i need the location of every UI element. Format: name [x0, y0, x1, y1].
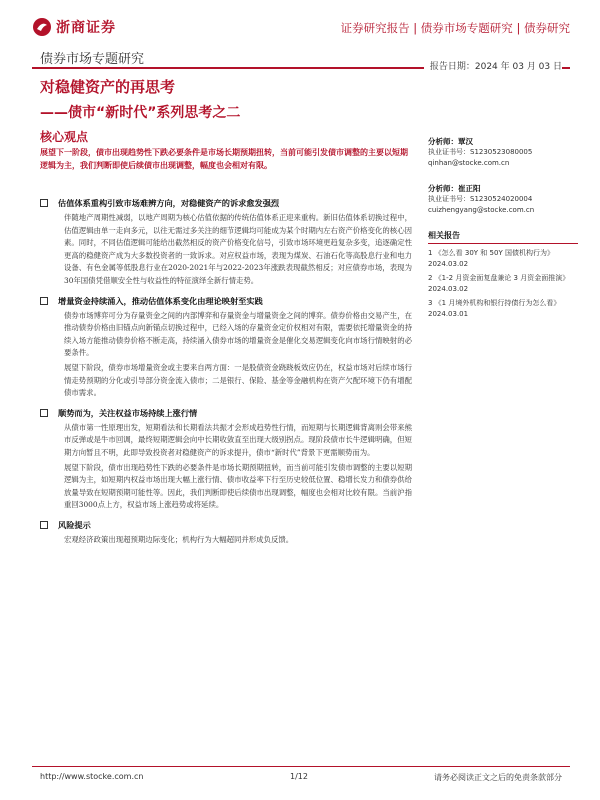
report-date: 报告日期：2024 年 03 月 03 日: [424, 59, 562, 72]
section-heading: 增量资金持续涌入，推动估值体系变化由理论映射至实践: [58, 295, 263, 306]
checkbox-bullet-icon: [40, 199, 48, 207]
related-report-link[interactable]: 1 《怎么看 30Y 和 50Y 国债机构行为》2024.03.02: [428, 249, 554, 268]
checkbox-bullet-icon: [40, 521, 48, 529]
section-follow-trend: [40, 407, 412, 512]
section-paragraph: 从债市第一性原理出发，短期看法和长期看法共振才会形成趋势性行情，而短期与长期逻辑背离则会带来熊市反弹或是牛市回调，最终短期逻辑会向中长期收敛直至出现大级别拐点。现阶段债市长牛逻辑明确，但短期方向暂且不明，此即导致投资者对稳健资产的诉求提升，债市“新时代”背景下更需顺势而为。: [64, 422, 412, 457]
analyst-card: [428, 136, 578, 169]
logo-icon: [32, 17, 52, 37]
related-report-link[interactable]: 2 《1-2 月资金面复盘兼论 3 月资金面推演》2024.03.02: [428, 274, 570, 293]
page-number: 1/12: [290, 772, 308, 781]
analyst-name: 分析师：崔正阳: [428, 184, 481, 193]
report-body: [40, 197, 412, 553]
related-divider: [428, 243, 578, 244]
core-view-summary: 展望下一阶段，债市出现趋势性下跌必要条件是市场长期预期扭转，当前可能引发债市调整的主要以短期逻辑为主，我们判断即使后续债市出现调整，幅度也会相对有限。: [40, 147, 408, 170]
analyst-cert: 执业证书号：S1230524020004: [428, 195, 533, 203]
section-heading: 估值体系重构引致市场难辨方向，对稳健资产的诉求愈发强烈: [58, 198, 280, 208]
report-section-label: 债券市场专题研究: [40, 52, 145, 67]
section-paragraph: 展望下阶段，债市出现趋势性下跌的必要条件是市场长期预期扭转，而当前可能引发债市调整的主要以短期逻辑为主，如短期内权益市场出现大幅上涨行情、债市收益率下行至历史较低位置、稳增长发力和债券供给放量导致在短期预期可能性等。因此，我们判断即使后续债市出现调整，幅度也会相对比较有限。当前沪指重回3000点上方，权益市场上涨趋势或将延续。: [64, 462, 412, 510]
section-valuation: [40, 197, 412, 288]
related-report-link[interactable]: 3 《1 月境外机构和银行持债行为怎么看》2024.03.01: [428, 299, 561, 318]
footer-disclaimer: 请务必阅读正文之后的免责条款部分: [434, 773, 562, 782]
section-heading: 顺势而为，关注权益市场持续上涨行情: [58, 407, 198, 418]
section-incremental-funds: [40, 295, 412, 400]
footer-divider: [32, 766, 570, 767]
section-paragraph: 展望下阶段，债券市场增量资金或主要来自两方面：一是股债资金跷跷板效应仍在，权益市场对后续市场行情走势预期的分化或引导部分资金流入债市；二是银行、保险、基金等金融机构在资产欠配环境下仍有增配债市需求。: [64, 362, 412, 398]
section-paragraph: 伴随地产周期性减弱，以地产周期为核心估值依据的传统估值体系正迎来重构。新旧估值体系切换过程中，估值逻辑由单一走向多元，以往无需过多关注的细节逻辑均可能成为某个时期内左右资产价格变化的核心因素。同时，不同估值逻辑可能给出截然相反的资产价格变化信号，引致市场环境更趋复杂多变，追逐确定性更高的稳健资产成为大多数投资者的一致诉求。对应权益市场，表现为煤炭、石油石化等高股息行业和电力设备、有色金属等低股息行业在2020-2021年与2022-2023年涨跌表现截然相反；对应债券市场，表现为30年国债凭借顺安全性与收益性的特征演绎全新行情走势。: [64, 213, 412, 285]
footer-website-link[interactable]: http://www.stocke.com.cn: [40, 772, 144, 781]
checkbox-bullet-icon: [40, 297, 48, 305]
analyst-email[interactable]: cuizhengyang@stocke.com.cn: [428, 206, 535, 214]
related-reports-heading: 相关报告: [428, 231, 460, 240]
checkbox-bullet-icon: [40, 409, 48, 417]
page-subtitle: ——债市“新时代”系列思考之二: [40, 105, 241, 121]
brand-logo: [32, 16, 122, 38]
section-paragraph: 宏观经济政策出现超预期边际变化；机构行为大幅超同并形成负反馈。: [64, 534, 294, 544]
section-risk: [40, 519, 412, 547]
analyst-cert: 执业证书号：S1230523080005: [428, 148, 533, 156]
core-view-heading: 核心观点: [40, 130, 89, 144]
section-heading: 风险提示: [58, 519, 91, 530]
header-category-links: 证券研究报告 | 债券市场专题研究 | 债券研究: [340, 21, 570, 35]
analyst-card: [428, 183, 578, 216]
analyst-email[interactable]: qinhan@stocke.com.cn: [428, 159, 510, 167]
page-title: 对稳健资产的再思考: [40, 78, 176, 96]
sidebar: [428, 136, 578, 323]
analyst-name: 分析师：覃汉: [428, 137, 473, 146]
logo-text: 浙商证券: [56, 20, 116, 36]
section-paragraph: 债券市场博弈可分为存量资金之间的内部博弈和存量资金与增量资金之间的博弈。债券价格由交易产生，在推动债券价格由旧锚点向新锚点切换过程中，已经入场的存量资金定价权相对有限，需要依托增量资金的持续入场方能推动债券价格不断走高，持续涌入债券市场的增量资金是催化交易逻辑变化向市场行情映射的必要条件。: [64, 310, 412, 358]
